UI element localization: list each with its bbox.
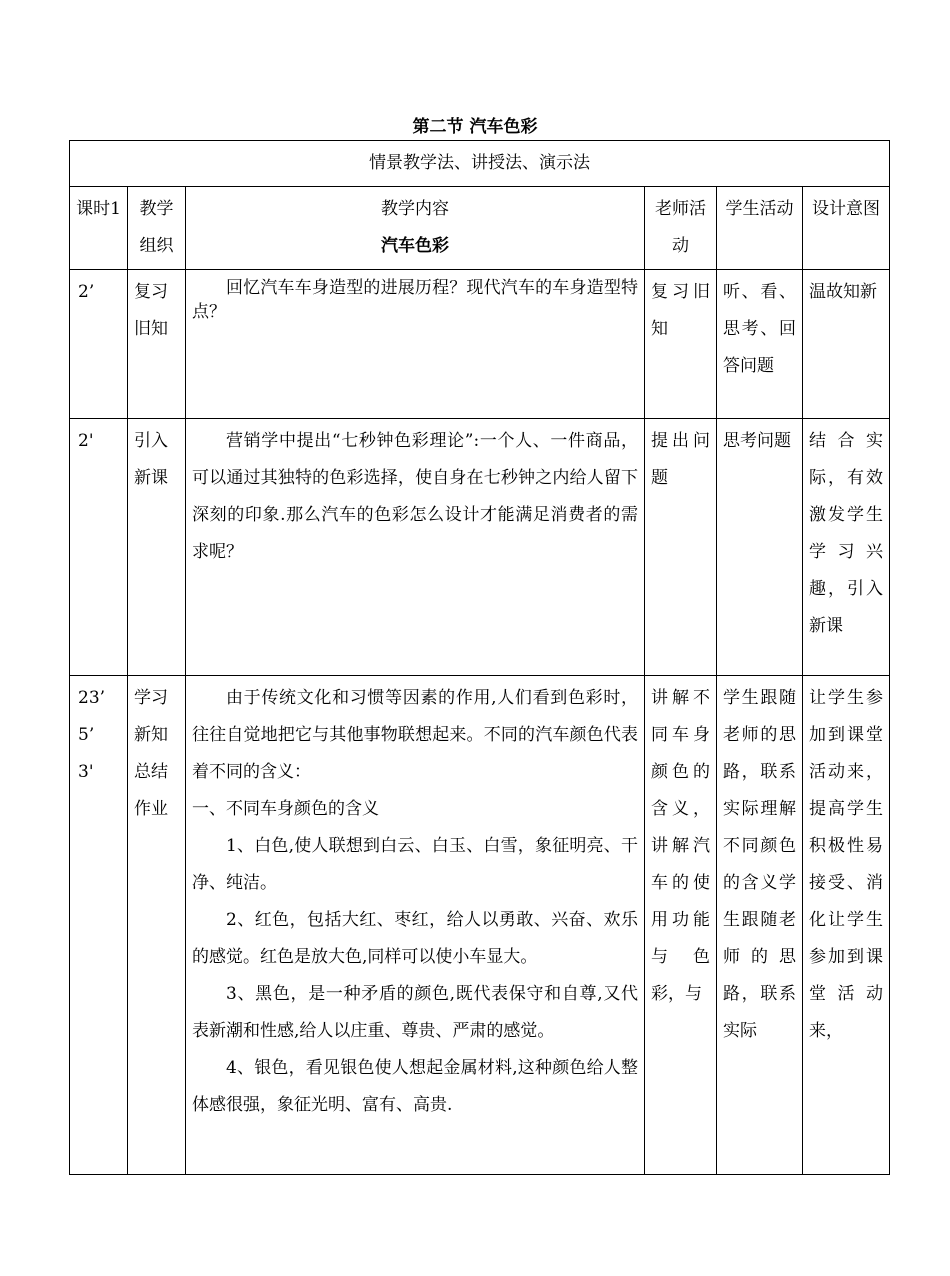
row-design: 结合实际，有效激发学生学习兴趣，引入新课: [803, 419, 890, 676]
content-intro: 由于传统文化和习惯等因素的作用,人们看到色彩时，往往自觉地把它与其他事物联想起来。不同的汽车颜色代表着不同的含义：: [192, 688, 638, 782]
time-line: 5’: [78, 725, 95, 745]
teaching-methods: 情景教学法、讲授法、演示法: [70, 141, 890, 187]
content-item: 3、黑色，是一种矛盾的颜色,既代表保守和自尊,又代表新潮和性感,给人以庄重、尊贵、严肃的感觉。: [192, 984, 638, 1041]
table-row-learn: [70, 676, 890, 1175]
row-org: 学习新知总结作业: [128, 676, 186, 1175]
content-paragraph: 营销学中提出“七秒钟色彩理论”:一个人、一件商品，可以通过其独特的色彩选择，使自身在七秒钟之内给人留下深刻的印象.那么汽车的色彩怎么设计才能满足消费者的需求呢？: [192, 431, 638, 562]
lesson-plan-table: [69, 140, 890, 1175]
content-paragraph: 回忆汽车车身造型的进展历程？现代汽车的车身造型特点？: [192, 278, 638, 322]
time-line: 23’: [78, 688, 106, 708]
table-row-intro: [70, 419, 890, 676]
header-content-subtitle: 汽车色彩: [381, 236, 449, 256]
row-org: 复习旧知: [128, 270, 186, 419]
time-line: 3': [78, 762, 94, 782]
table-row-review: [70, 270, 890, 419]
row-student: 听、看、思考、回答问题: [717, 270, 803, 419]
row-content: [186, 419, 645, 676]
row-design: 温故知新: [803, 270, 890, 419]
row-org: 引入新课: [128, 419, 186, 676]
row-time: 2’: [70, 270, 128, 419]
header-content: [186, 187, 645, 270]
row-teacher: 讲解不同车身颜色的含义，讲解汽车的使用功能与色彩，与: [645, 676, 717, 1175]
content-heading: 一、不同车身颜色的含义: [192, 799, 379, 819]
row-design: 让学生参加到课堂活动来，提高学生积极性易接受、消化让学生参加到课堂活动来，: [803, 676, 890, 1175]
row-content: [186, 270, 645, 419]
header-period: 课时1: [70, 187, 128, 270]
header-teacher: 老师活动: [645, 187, 717, 270]
row-teacher: 提出问题: [645, 419, 717, 676]
content-item: 1、白色,使人联想到白云、白玉、白雪，象征明亮、干净、纯洁。: [192, 836, 638, 893]
header-design: 设计意图: [803, 187, 890, 270]
row-time: [70, 676, 128, 1175]
page-title: 第二节 汽车色彩: [412, 117, 538, 137]
header-student: 学生活动: [717, 187, 803, 270]
row-content: [186, 676, 645, 1175]
row-student: 学生跟随老师的思路，联系实际理解不同颜色的含义学生跟随老师的思路，联系实际: [717, 676, 803, 1175]
header-content-label: 教学内容: [381, 199, 449, 219]
row-time: 2': [70, 419, 128, 676]
row-teacher: 复习旧知: [645, 270, 717, 419]
teaching-methods-row: [70, 141, 890, 187]
content-item: 4、银色，看见银色使人想起金属材料,这种颜色给人整体感很强，象征光明、富有、高贵.: [192, 1058, 638, 1115]
header-org: 教学组织: [128, 187, 186, 270]
row-student: 思考问题: [717, 419, 803, 676]
content-item: 2、红色，包括大红、枣红，给人以勇敢、兴奋、欢乐的感觉。红色是放大色,同样可以使小车显大。: [192, 910, 638, 967]
header-row: [70, 187, 890, 270]
